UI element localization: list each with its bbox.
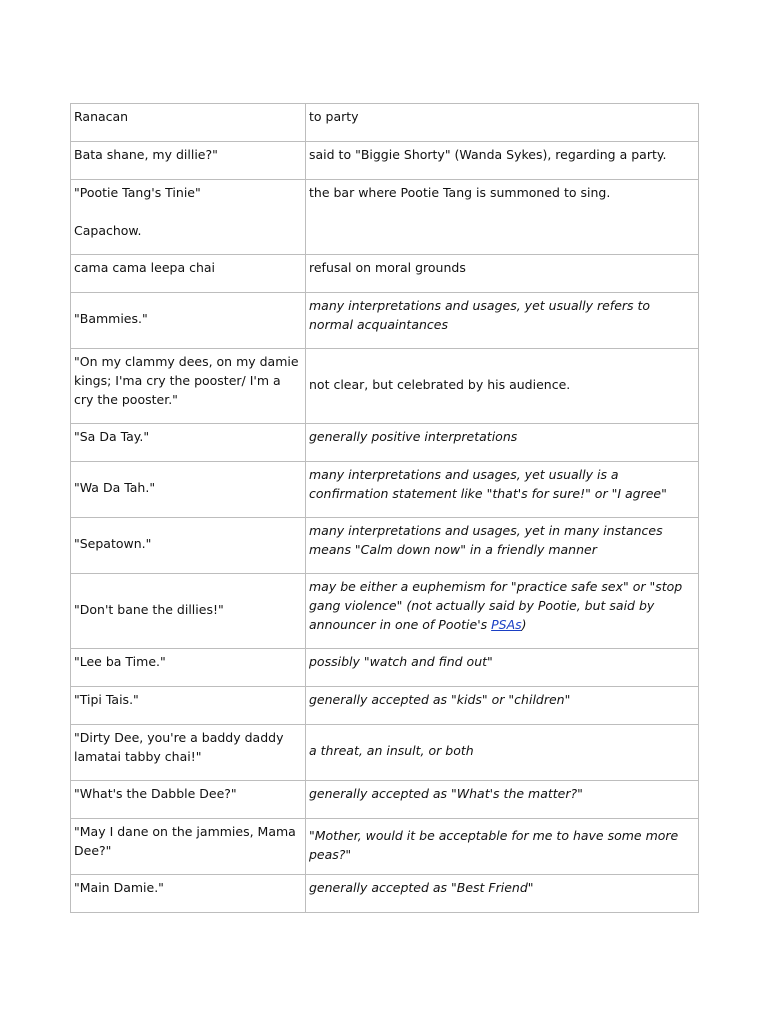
meaning-cell: generally accepted as "Best Friend": [306, 875, 699, 913]
table-row: [71, 424, 699, 462]
table-row: [71, 293, 699, 349]
term-cell: "Sa Da Tay.": [71, 424, 306, 462]
meaning-cell: the bar where Pootie Tang is summoned to sing.: [306, 180, 699, 255]
meaning-cell: many interpretations and usages, yet in many instances means "Calm down now" in a friendly manner: [306, 518, 699, 574]
meaning-text-end: ): [521, 616, 527, 632]
meaning-cell: to party: [306, 104, 699, 142]
term-cell: cama cama leepa chai: [71, 255, 306, 293]
term-cell: "Main Damie.": [71, 875, 306, 913]
table-row: [71, 462, 699, 518]
term-cell: "Tipi Tais.": [71, 687, 306, 725]
meaning-cell: possibly "watch and find out": [306, 649, 699, 687]
table-row: [71, 649, 699, 687]
table-row: [71, 349, 699, 424]
meaning-cell: generally positive interpretations: [306, 424, 699, 462]
term-cell: Bata shane, my dillie?": [71, 142, 306, 180]
term-cell: "Bammies.": [71, 293, 306, 349]
meaning-cell: "Mother, would it be acceptable for me to have some more peas?": [306, 819, 699, 875]
table-row: [71, 180, 699, 255]
meaning-cell: a threat, an insult, or both: [306, 725, 699, 781]
term-cell: Ranacan: [71, 104, 306, 142]
meaning-cell: generally accepted as "kids" or "children": [306, 687, 699, 725]
meaning-text: may be either a euphemism for "practice safe sex" or "stop gang violence" (not actually said by Pootie, but said by announcer in one of Pootie's: [309, 579, 683, 632]
term-cell: [71, 180, 306, 255]
table-row: [71, 255, 699, 293]
table-row: [71, 781, 699, 819]
meaning-cell: not clear, but celebrated by his audience.: [306, 349, 699, 424]
term-cell: "Don't bane the dillies!": [71, 574, 306, 649]
meaning-cell: [306, 574, 699, 649]
term-cell: "Sepatown.": [71, 518, 306, 574]
table-row: [71, 574, 699, 649]
term-extra-text: Capachow.: [74, 222, 142, 238]
table-row: [71, 875, 699, 913]
glossary-table: [70, 103, 699, 913]
term-cell: "What's the Dabble Dee?": [71, 781, 306, 819]
meaning-cell: many interpretations and usages, yet usually is a confirmation statement like "that's for sure!" or "I agree": [306, 462, 699, 518]
meaning-cell: said to "Biggie Shorty" (Wanda Sykes), regarding a party.: [306, 142, 699, 180]
meaning-cell: many interpretations and usages, yet usually refers to normal acquaintances: [306, 293, 699, 349]
term-text: "Pootie Tang's Tinie": [74, 185, 201, 200]
table-row: [71, 687, 699, 725]
glossary-body: [71, 104, 699, 913]
meaning-cell: refusal on moral grounds: [306, 255, 699, 293]
term-cell: "On my clammy dees, on my damie kings; I'ma cry the pooster/ I'm a cry the pooster.": [71, 349, 306, 424]
term-cell: "Dirty Dee, you're a baddy daddy lamatai tabby chai!": [71, 725, 306, 781]
meaning-cell: generally accepted as "What's the matter?": [306, 781, 699, 819]
table-row: [71, 104, 699, 142]
table-row: [71, 518, 699, 574]
term-cell: "Wa Da Tah.": [71, 462, 306, 518]
table-row: [71, 725, 699, 781]
term-cell: "May I dane on the jammies, Mama Dee?": [71, 819, 306, 875]
table-row: [71, 819, 699, 875]
table-row: [71, 142, 699, 180]
psas-link[interactable]: PSAs: [491, 616, 522, 632]
term-cell: "Lee ba Time.": [71, 649, 306, 687]
